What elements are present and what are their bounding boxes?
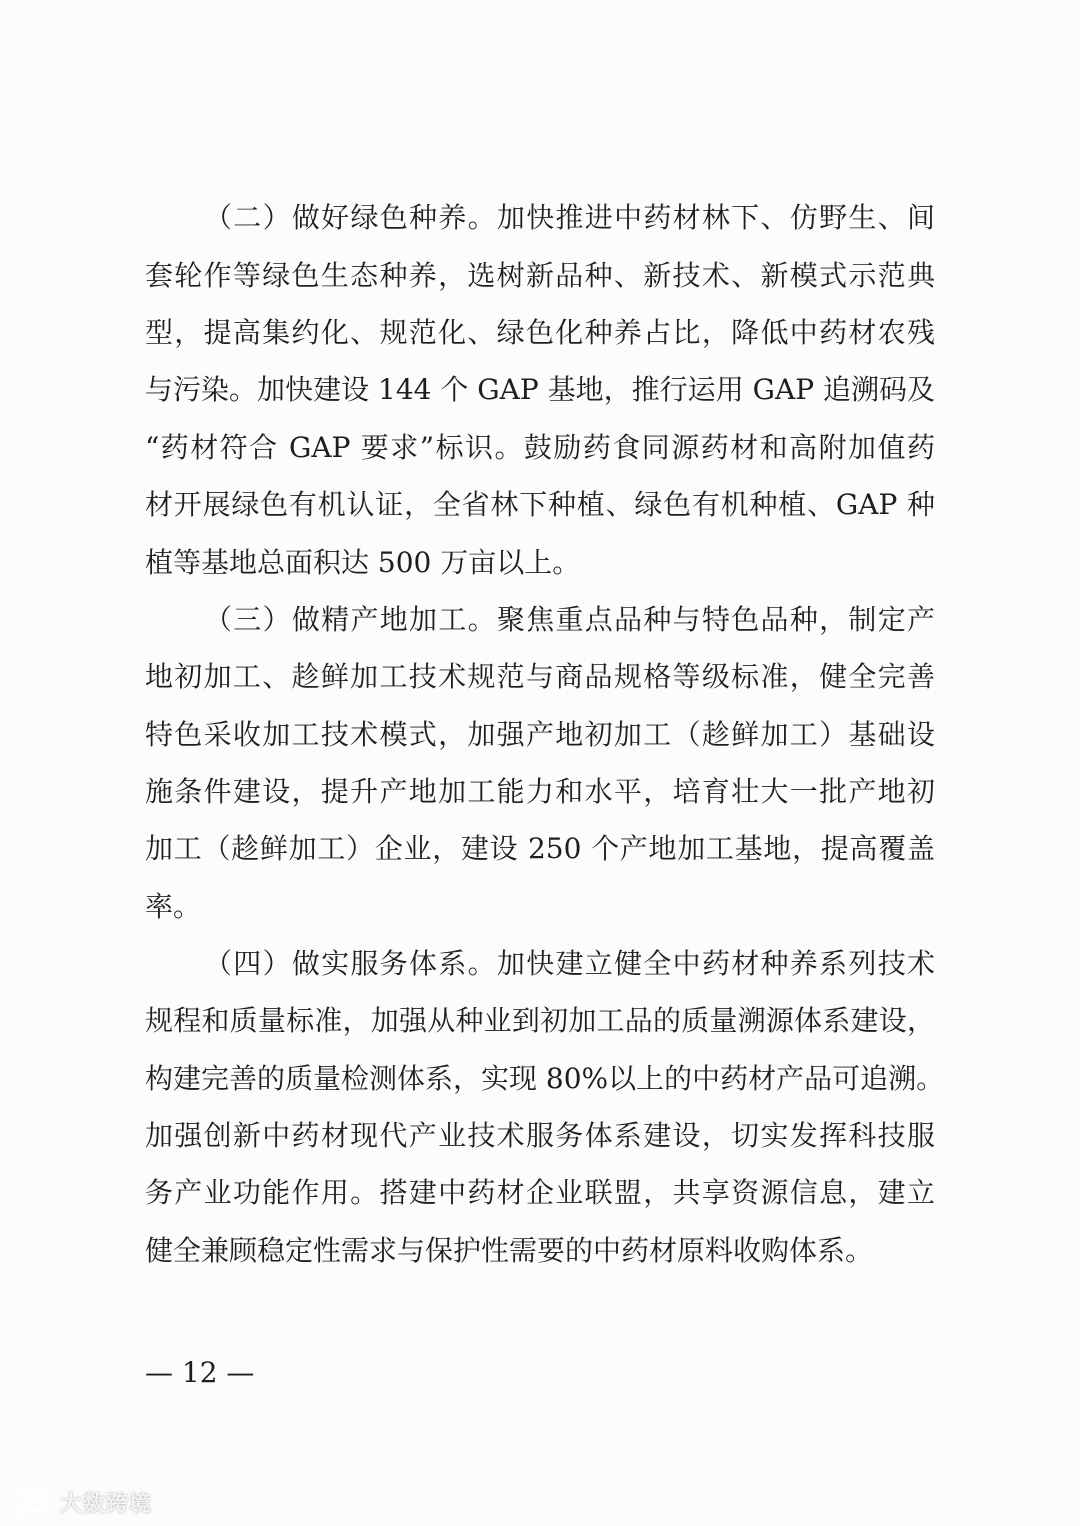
paragraph-3-line-6: 率。: [145, 890, 202, 923]
paragraph-2-line-1: （二）做好绿色种养。加快推进中药材林下、仿野生、间: [204, 201, 935, 234]
paragraph-2-line-2: 套轮作等绿色生态种养，选树新品种、新技术、新模式示范典: [145, 259, 935, 292]
page-number: — 12 —: [145, 1356, 255, 1389]
paragraph-4-line-3: 构建完善的质量检测体系，实现 80%以上的中药材产品可追溯。: [145, 1062, 945, 1095]
paragraph-3-line-4: 施条件建设，提升产地加工能力和水平，培育壮大一批产地初: [145, 775, 935, 808]
paragraph-3-line-3: 特色采收加工技术模式，加强产地初加工（趁鲜加工）基础设: [145, 718, 935, 751]
paragraph-2-line-5: “药材符合 GAP 要求”标识。鼓励药食同源药材和高附加值药: [145, 431, 935, 464]
paragraph-2-line-3: 型，提高集约化、规范化、绿色化种养占比，降低中药材农残: [145, 316, 935, 349]
chat-bubble-logo-icon: [14, 1487, 54, 1517]
paragraph-4-line-5: 务产业功能作用。搭建中药材企业联盟，共享资源信息，建立: [145, 1176, 935, 1209]
paragraph-2-line-6: 材开展绿色有机认证，全省林下种植、绿色有机种植、GAP 种: [145, 488, 935, 521]
paragraph-2-line-7: 植等基地总面积达 500 万亩以上。: [145, 546, 581, 579]
paragraph-3-line-5: 加工（趁鲜加工）企业，建设 250 个产地加工基地，提高覆盖: [145, 832, 935, 865]
watermark: [14, 1484, 152, 1520]
paragraph-3-line-1: （三）做精产地加工。聚焦重点品种与特色品种，制定产: [204, 603, 935, 636]
paragraph-4-line-4: 加强创新中药材现代产业技术服务体系建设，切实发挥科技服: [145, 1119, 935, 1152]
paragraph-4-line-2: 规程和质量标准，加强从种业到初加工品的质量溯源体系建设，: [145, 1004, 935, 1037]
paragraph-4-line-6: 健全兼顾稳定性需求与保护性需要的中药材原料收购体系。: [145, 1234, 874, 1267]
paragraph-2-line-4: 与污染。加快建设 144 个 GAP 基地，推行运用 GAP 追溯码及: [145, 373, 935, 406]
paragraph-3-line-2: 地初加工、趁鲜加工技术规范与商品规格等级标准，健全完善: [145, 660, 935, 693]
paragraph-4-line-1: （四）做实服务体系。加快建立健全中药材种养系列技术: [204, 947, 935, 980]
watermark-text: 大数跨境: [60, 1491, 153, 1517]
